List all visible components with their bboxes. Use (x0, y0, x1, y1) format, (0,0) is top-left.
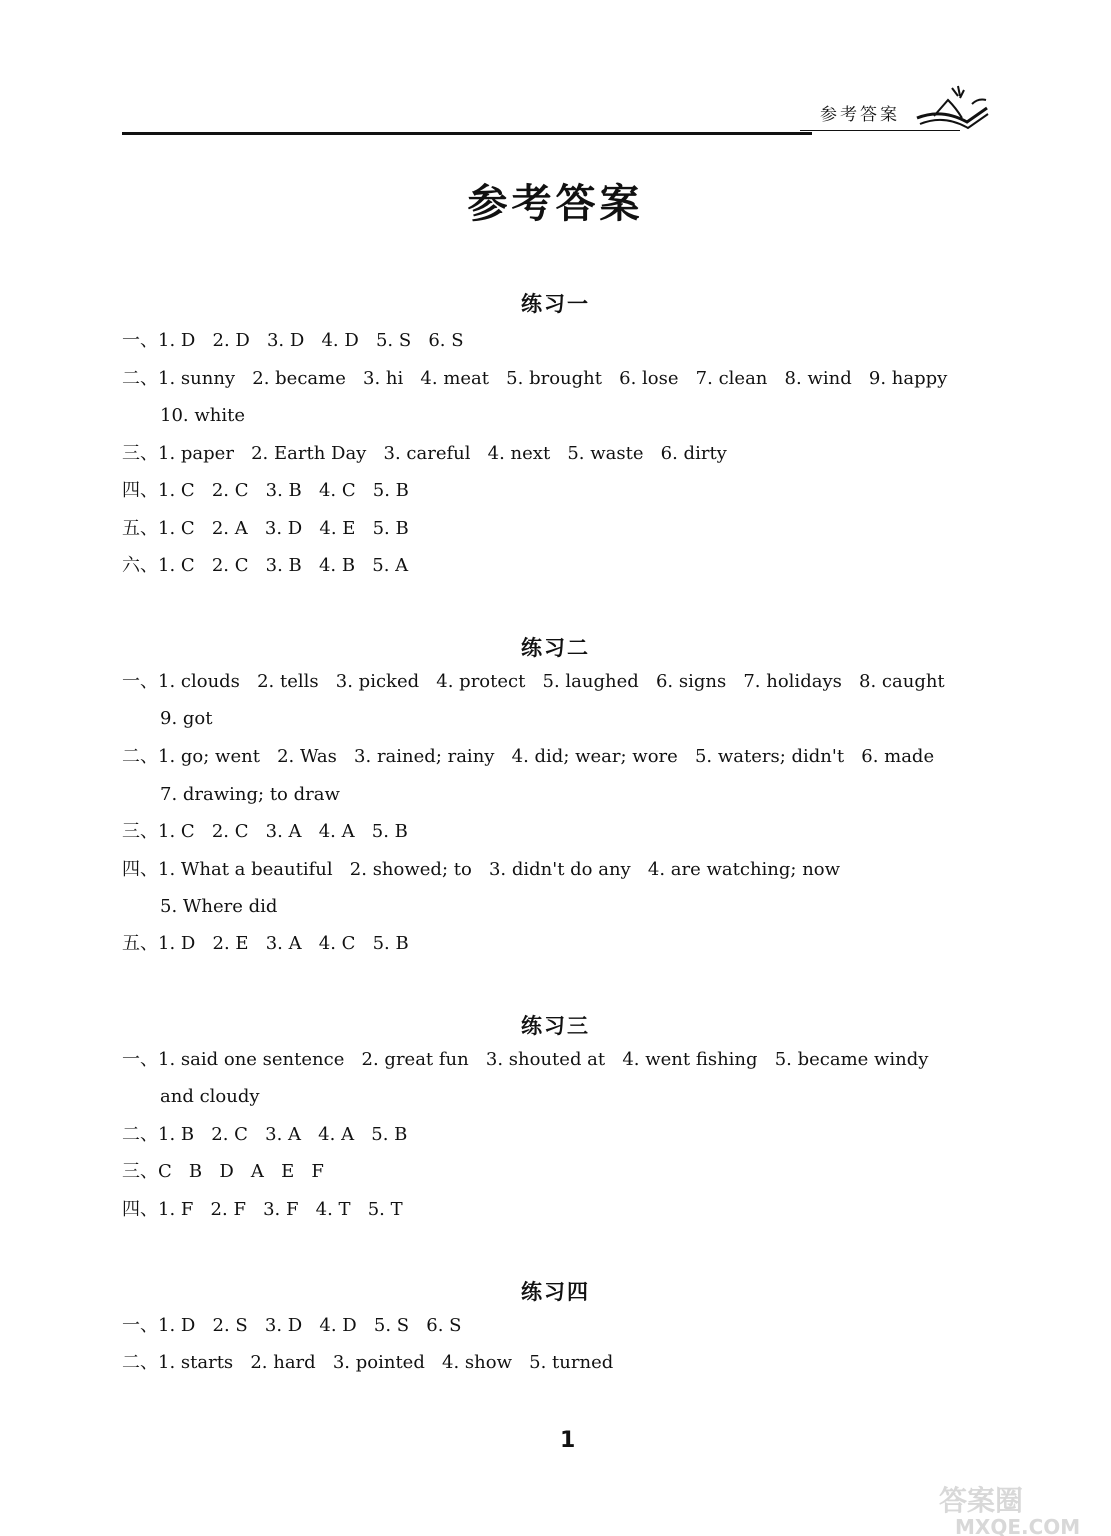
answer-line: 三、C B D A E F (122, 1161, 324, 1182)
answer-line: 二、1. go; went 2. Was 3. rained; rainy 4. did; wear; wore 5. waters; didn't 6. made (122, 746, 935, 767)
answer-line: 一、1. said one sentence 2. great fun 3. shouted at 4. went fishing 5. became windy (122, 1049, 929, 1070)
answer-line: 三、1. C 2. C 3. A 4. A 5. B (122, 821, 408, 842)
book-icon (912, 78, 992, 136)
header-label: 参考答案 (820, 105, 900, 125)
answer-line: 一、1. D 2. D 3. D 4. D 5. S 6. S (122, 330, 464, 351)
answer-line: 四、1. What a beautiful 2. showed; to 3. didn't do any 4. are watching; now (122, 859, 841, 880)
answer-line: 7. drawing; to draw (160, 784, 340, 805)
page-number: 1 (560, 1428, 576, 1453)
answer-line: 9. got (160, 708, 213, 729)
answer-line: 五、1. D 2. E 3. A 4. C 5. B (122, 933, 409, 954)
section-title-1: 练习一 (521, 292, 590, 316)
answer-line: 三、1. paper 2. Earth Day 3. careful 4. next 5. waste 6. dirty (122, 443, 727, 464)
answer-line: 二、1. B 2. C 3. A 4. A 5. B (122, 1124, 408, 1145)
answer-line: 六、1. C 2. C 3. B 4. B 5. A (122, 555, 409, 576)
answer-line: 四、1. F 2. F 3. F 4. T 5. T (122, 1199, 403, 1220)
answer-line: 四、1. C 2. C 3. B 4. C 5. B (122, 480, 409, 501)
answer-line: 10. white (160, 405, 245, 426)
page-title: 参考答案 (467, 181, 644, 227)
header-rule (122, 132, 812, 135)
section-title-3: 练习三 (521, 1014, 590, 1038)
watermark-logo (935, 1480, 1105, 1536)
answer-line: 5. Where did (160, 896, 278, 917)
svg-text:MXQE.COM: MXQE.COM (955, 1515, 1081, 1536)
answer-line: 二、1. starts 2. hard 3. pointed 4. show 5. turned (122, 1352, 614, 1373)
section-title-2: 练习二 (521, 636, 590, 660)
answer-line: 一、1. D 2. S 3. D 4. D 5. S 6. S (122, 1315, 462, 1336)
answer-line: 五、1. C 2. A 3. D 4. E 5. B (122, 518, 409, 539)
answer-line: and cloudy (160, 1086, 260, 1107)
section-title-4: 练习四 (521, 1280, 590, 1304)
answer-line: 二、1. sunny 2. became 3. hi 4. meat 5. brought 6. lose 7. clean 8. wind 9. happy (122, 368, 948, 389)
svg-text:答案圈: 答案圈 (939, 1484, 1024, 1517)
answer-line: 一、1. clouds 2. tells 3. picked 4. protect 5. laughed 6. signs 7. holidays 8. caught (122, 671, 945, 692)
